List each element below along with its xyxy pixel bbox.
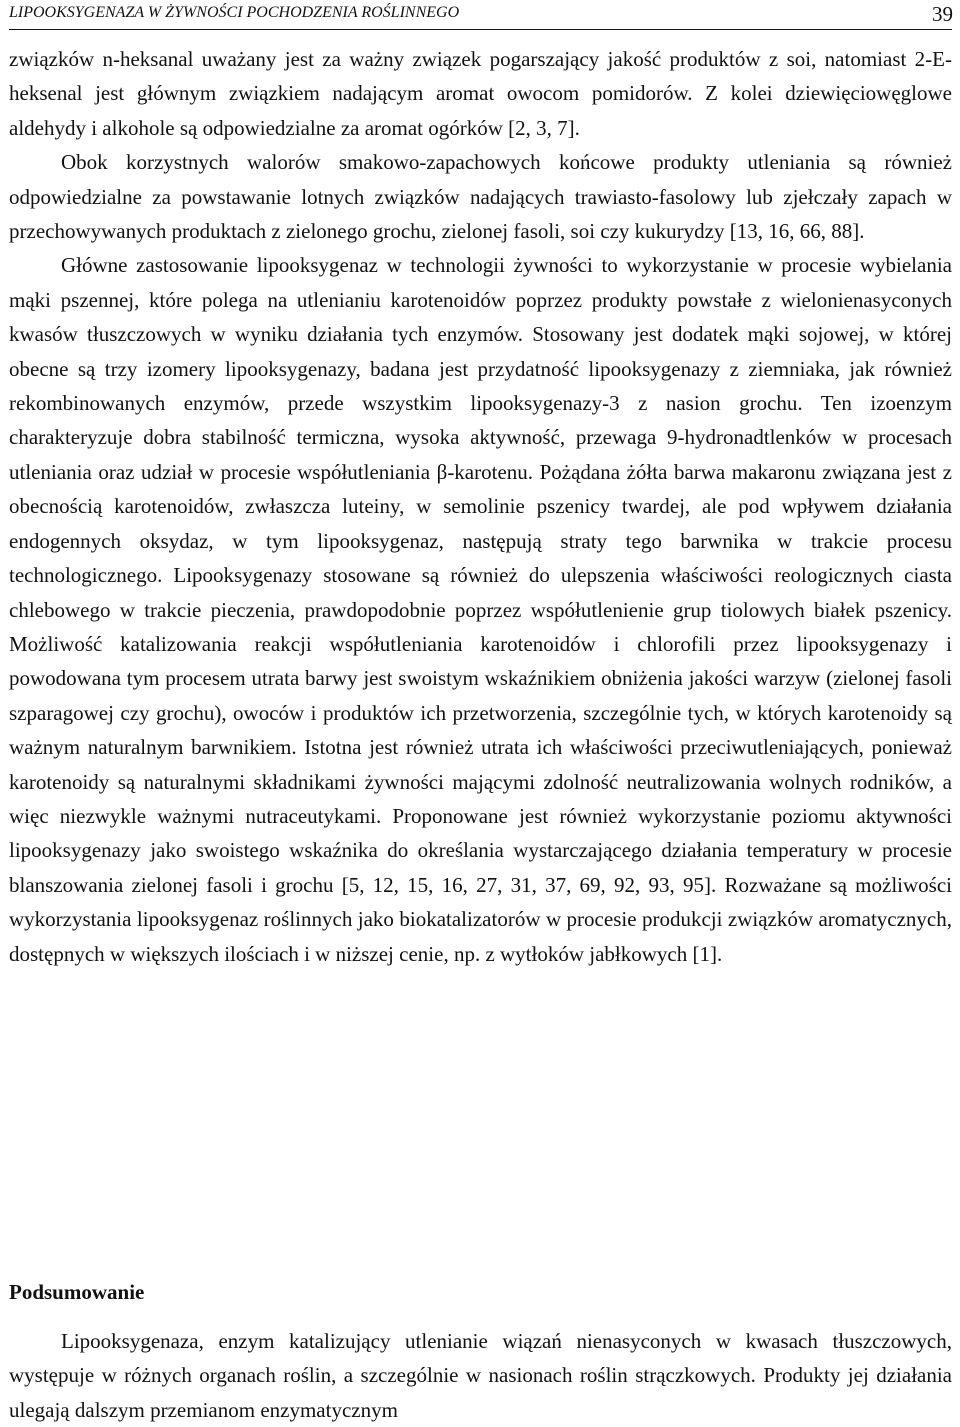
summary-text	[9, 1324, 952, 1427]
paragraph-aroma-compounds: Obok korzystnych walorów smakowo-zapachowych końcowe produkty utleniania są również odpowiedzialne za powstawanie lotnych związków nadających trawiasto-fasolowy lub zjełczały zapach w przechowywanych produktach z zielonego grochu, zielonej fasoli, soi czy kukurydzy [13, 16, 66, 88].	[9, 150, 952, 244]
paragraph-summary: Lipooksygenaza, enzym katalizujący utlenianie wiązań nienasyconych w kwasach tłuszczowych, występuje w różnych organach roślin, a szczególnie w nasionach roślin strączkowych. Produkty jej działania ulegają dalszym przemianom enzymatycznym	[9, 1329, 952, 1422]
section-title-summary: Podsumowanie	[9, 1280, 145, 1304]
running-header	[9, 2, 953, 26]
running-title: LIPOOKSYGENAZA W ŻYWNOŚCI POCHODZENIA ROŚLINNEGO	[9, 4, 460, 21]
body-text	[9, 42, 952, 971]
paragraph-continuation: związków n-heksanal uważany jest za ważny związek pogarszający jakość produktów z soi, natomiast 2-E-heksenal jest głównym związkiem nadającym aromat owocom pomidorów. Z kolei dziewięciowęglowe aldehydy i alkohole są odpowiedzialne za aromat ogórków [2, 3, 7].	[9, 47, 952, 140]
header-rule	[9, 29, 952, 30]
page-number: 39	[932, 2, 953, 26]
paragraph-food-applications: Główne zastosowanie lipooksygenaz w technologii żywności to wykorzystanie w procesie wybielania mąki pszennej, które polega na utlenianiu karotenoidów poprzez produkty powstałe z wielonienasyconych kwasów tłuszczowych w wyniku działania tych enzymów. Stosowany jest dodatek mąki sojowej, w której obecne są trzy izomery lipooksygenazy, badana jest przydatność lipooksygenazy z ziemniaka, jak również rekombinowanych enzymów, przede wszystkim lipooksygenazy-3 z nasion grochu. Ten izoenzym charakteryzuje dobra stabilność termiczna, wysoka aktywność, przewaga 9-hydronadtlenków w procesach utleniania oraz udział w procesie współutleniania β-karotenu. Pożądana żółta barwa makaronu związana jest z obecnością karotenoidów, zwłaszcza luteiny, w semolinie pszenicy twardej, ale pod wpływem działania endogennych oksydaz, w tym lipooksygenaz, następują straty tego barwnika w trakcie procesu technologicznego. Lipooksygenazy stosowane są również do ulepszenia właściwości reologicznych ciasta chlebowego w trakcie pieczenia, prawdopodobnie poprzez współutlenienie grup tiolowych białek pszenicy. Możliwość katalizowania reakcji współutleniania karotenoidów i chlorofili przez lipooksygenazy i powodowana tym procesem utrata barwy jest swoistym wskaźnikiem obniżenia jakości warzyw (zielonej fasoli szparagowej czy grochu), owoców i produktów ich przetworzenia, szczególnie tych, w których karotenoidy są ważnym naturalnym barwnikiem. Istotna jest również utrata ich właściwości przeciwutleniających, ponieważ karotenoidy są naturalnymi składnikami żywności mającymi zdolność neutralizowania wolnych rodników, a więc niezwykle ważnymi nutraceutykami. Proponowane jest również wykorzystanie poziomu aktywności lipooksygenazy jako swoistego wskaźnika do określania wystarczającego działania temperatury w procesie blanszowania zielonej fasoli i grochu [5, 12, 15, 16, 27, 31, 37, 69, 92, 93, 95]. Rozważane są możliwości wykorzystania lipooksygenaz roślinnych jako biokatalizatorów w procesie produkcji związków aromatycznych, dostępnych w większych ilościach i w niższej cenie, np. z wytłoków jabłkowych [1].	[9, 253, 952, 966]
